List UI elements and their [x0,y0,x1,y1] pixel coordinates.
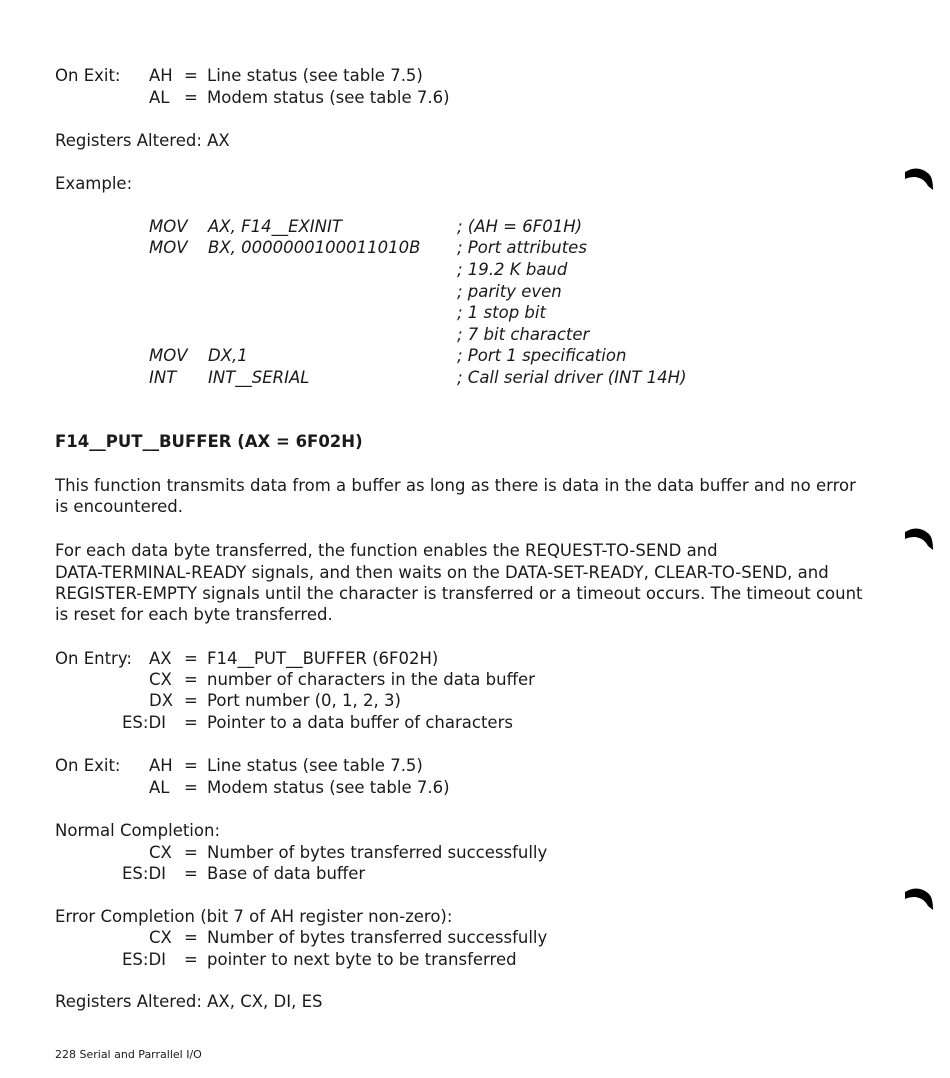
code-comment-4: ; parity even [457,282,562,301]
error-reg-esdi: ES:DI [122,950,167,969]
code-comment-2: ; Port attributes [457,238,587,257]
error-desc-cx: Number of bytes transferred successfully [207,928,548,947]
exit1-desc-al: Modem status (see table 7.6) [207,88,450,107]
code-op-2: MOV [149,238,188,257]
binder-hole-mark-middle [902,522,936,556]
normal-desc-esdi: Base of data buffer [207,864,366,883]
entry-reg-cx: CX [149,670,172,689]
entry-desc-ax: F14__PUT__BUFFER (6F02H) [207,649,439,668]
entry-eq-cx: = [184,670,198,689]
entry-reg-dx: DX [149,691,174,710]
exit2-desc-al: Modem status (see table 7.6) [207,778,450,797]
code-op-1: MOV [149,217,188,236]
code-args-8: INT__SERIAL [208,368,310,387]
example-label: Example: [55,174,133,193]
binder-hole-mark-top [902,162,936,196]
para2-line4: is reset for each byte transferred. [55,605,333,624]
code-comment-7: ; Port 1 specification [457,346,627,365]
registers-altered-1: Registers Altered: AX [55,131,230,150]
exit2-desc-ah: Line status (see table 7.5) [207,756,423,775]
entry-reg-ax: AX [149,649,172,668]
normal-eq-cx: = [184,843,198,862]
exit1-reg-al: AL [149,88,170,107]
entry-eq-dx: = [184,691,198,710]
exit2-eq-al: = [184,778,198,797]
exit2-eq-ah: = [184,756,198,775]
page-footer: 228 Serial and Parrallel I/O [55,1048,202,1061]
normal-reg-cx: CX [149,843,172,862]
code-args-7: DX,1 [208,346,248,365]
exit2-reg-al: AL [149,778,170,797]
error-eq-cx: = [184,928,198,947]
normal-desc-cx: Number of bytes transferred successfully [207,843,548,862]
registers-altered-2: Registers Altered: AX, CX, DI, ES [55,992,323,1011]
para2-line1: For each data byte transferred, the function enables the REQUEST-TO-SEND and [55,541,718,560]
code-comment-8: ; Call serial driver (INT 14H) [457,368,687,387]
para1-line1: This function transmits data from a buffer as long as there is data in the data buffer and no error [55,476,856,495]
exit2-reg-ah: AH [149,756,173,775]
normal-eq-esdi: = [184,864,198,883]
exit1-desc-ah: Line status (see table 7.5) [207,66,423,85]
entry-eq-esdi: = [184,713,198,732]
binder-hole-mark-bottom [902,882,936,916]
error-eq-esdi: = [184,950,198,969]
entry-desc-esdi: Pointer to a data buffer of characters [207,713,513,732]
error-label: Error Completion (bit 7 of AH register non-zero): [55,907,453,926]
code-args-1: AX, F14__EXINIT [208,217,342,236]
code-comment-6: ; 7 bit character [457,325,590,344]
normal-label: Normal Completion: [55,821,221,840]
exit1-reg-ah: AH [149,66,173,85]
code-comment-1: ; (AH = 6F01H) [457,217,583,236]
code-args-2: BX, 0000000100011010B [208,238,421,257]
code-comment-3: ; 19.2 K baud [457,260,568,279]
code-op-8: INT [149,368,177,387]
entry-reg-esdi: ES:DI [122,713,167,732]
code-comment-5: ; 1 stop bit [457,303,546,322]
entry-label: On Entry: [55,649,132,668]
exit1-eq-ah: = [184,66,198,85]
error-desc-esdi: pointer to next byte to be transferred [207,950,517,969]
para2-line3: REGISTER-EMPTY signals until the character is transferred or a timeout occurs. The timeout count [55,584,863,603]
entry-desc-dx: Port number (0, 1, 2, 3) [207,691,401,710]
para1-line2: is encountered. [55,497,184,516]
para2-line2: DATA-TERMINAL-READY signals, and then waits on the DATA-SET-READY, CLEAR-TO-SEND, and [55,563,829,582]
normal-reg-esdi: ES:DI [122,864,167,883]
exit2-label: On Exit: [55,756,121,775]
entry-desc-cx: number of characters in the data buffer [207,670,535,689]
code-op-7: MOV [149,346,188,365]
function-heading: F14__PUT__BUFFER (AX = 6F02H) [55,432,363,451]
error-reg-cx: CX [149,928,172,947]
exit1-eq-al: = [184,88,198,107]
entry-eq-ax: = [184,649,198,668]
exit1-label: On Exit: [55,66,121,85]
